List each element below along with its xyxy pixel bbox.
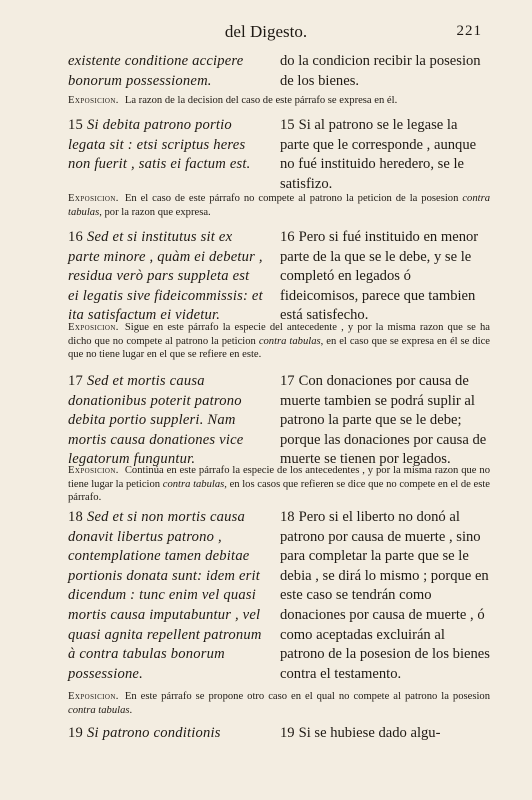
section-number: 15: [68, 117, 83, 133]
latin-text: 18 Sed et si non mortis causa donavit libertus patrono , contemplatione tamen debitae portionis donata sunt: idem erit dicendum : tunc enim vel quasi mortis causa imputabuntur , vel quasi agnita repellent patronum à contra tabulas bonorum possessione.: [68, 509, 262, 682]
section-number: 15: [280, 117, 295, 133]
exposicion-label: Exposicion.: [68, 193, 119, 204]
section-number: 18: [280, 509, 295, 525]
section-number: 17: [68, 373, 83, 389]
section-number: 19: [280, 725, 295, 741]
spanish-text: do la condicion recibir la posesion de los bienes.: [280, 53, 481, 89]
latin-text: 16 Sed et si institutus sit ex parte minore , quàm ei debetur , residua verò pars suppleta est ei legatis sive fideicommissis: et ita satisfactum ei videtur.: [68, 229, 263, 324]
exposicion-label: Exposicion.: [68, 465, 119, 476]
latin-text: existente conditione accipere bonorum possessionem.: [68, 53, 244, 89]
latin-text: 15 Si debita patrono portio legata sit : etsi scriptus heres non fuerit , satis ei factum est.: [68, 117, 251, 173]
spanish-text: 19 Si se hubiese dado algu-: [280, 725, 441, 741]
spanish-text: 18 Pero si el liberto no donó al patrono por causa de muerte , sino para completar la parte que se le debia , se dirá lo mismo ; porque en este caso se tendrán como donaciones por causa de muerte , ó como aceptadas excluirán al patrono de la posesion de los bienes contra el testamento.: [280, 509, 490, 682]
exposicion-17: Exposicion. Continúa en este párrafo la especie de los antecedentes , y por la misma razon que no tiene lugar la peticion contra tabulas, en los casos que refieren se dice que no compete en el de este párrafo.: [68, 465, 490, 504]
section-number: 17: [280, 373, 295, 389]
latin-text: 17 Sed et mortis causa donationibus poterit patrono debita portio suppleri. Nam mortis causa donationes vice legatorum funguntur.: [68, 373, 244, 468]
latin-text: 19 Si patrono conditionis: [68, 725, 221, 741]
exposicion-18: Exposicion. En este párrafo se propone otro caso en el qual no compete al patrono la posesion contra tabulas.: [68, 691, 490, 716]
exposicion-15: Exposicion. En el caso de este párrafo no compete al patrono la peticion de la posesion contra tabulas, por la razon que expresa.: [68, 193, 490, 218]
section-number: 16: [68, 229, 83, 245]
section-number: 16: [280, 229, 295, 245]
running-header: [0, 22, 532, 42]
section-number: 18: [68, 509, 83, 525]
section-number: 19: [68, 725, 83, 741]
exposicion-label: Exposicion.: [68, 691, 119, 702]
page-number: 221: [456, 23, 482, 39]
spanish-text: 17 Con donaciones por causa de muerte tambien se podrá suplir al patrono la parte que se le debe; porque las donaciones por causa de muerte se tienen por legados.: [280, 373, 487, 468]
exposicion-14: Exposicion. La razon de la decision del caso de este párrafo se expresa en él.: [68, 95, 398, 106]
exposicion-label: Exposicion.: [68, 322, 119, 333]
exposicion-label: Exposicion.: [68, 95, 119, 106]
exposicion-16: Exposicion. Sigue en este párrafo la especie del antecedente , y por la misma razon que se ha dicho que no compete al patrono la peticion contra tabulas, en el caso que se expresa en él se dice que no tiene lugar en el que se refiere en este.: [68, 322, 490, 361]
spanish-text: 15 Si al patrono se le legase la parte que le corresponde , aunque no fué instituido heredero, se le satisfizo.: [280, 117, 477, 192]
running-title: del Digesto.: [224, 22, 308, 41]
spanish-text: 16 Pero si fué instituido en menor parte de la que se le debe, y se le completó en legados ó fideicomisos, parece que tambien está satisfecho.: [280, 229, 479, 324]
